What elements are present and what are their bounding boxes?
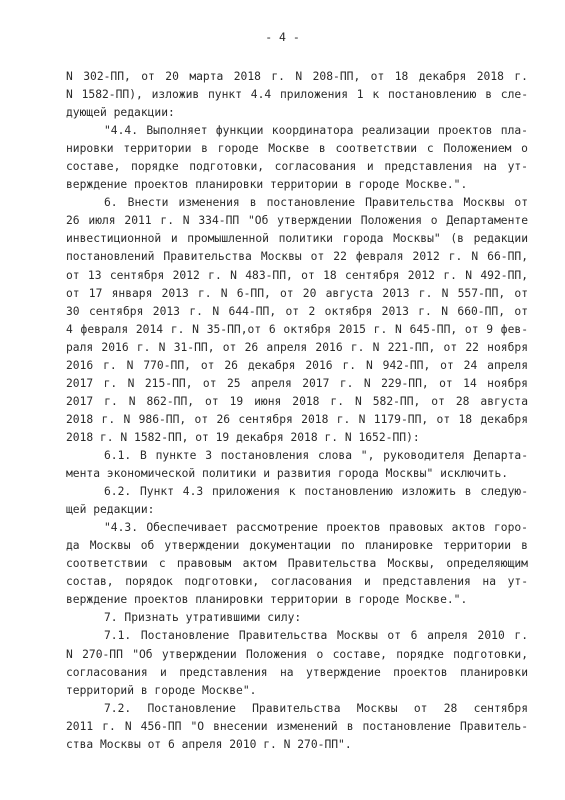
- document-body: [66, 68, 528, 754]
- text-line: территорий в городе Москве".: [66, 683, 257, 697]
- text-line: от 17 января 2013 г. N 6-ПП, от 20 августа 2013 г. N 557-ПП, от: [66, 286, 528, 300]
- text-line: верждение проектов планировки территории в городе Москве.".: [66, 593, 468, 607]
- text-line: 4 февраля 2014 г. N 35-ПП,от 6 октября 2015 г. N 645-ПП, от 9 фев-: [66, 322, 528, 336]
- text-line: дующей редакции:: [66, 106, 175, 120]
- text-line: щей редакции:: [66, 503, 155, 517]
- page-number: - 4 -: [265, 30, 300, 44]
- text-line: 2016 г. N 770-ПП, от 26 декабря 2016 г. N 942-ПП, от 24 апреля: [66, 358, 528, 372]
- text-line: инвестиционной и промышленной политики города Москвы" (в редакции: [66, 232, 528, 246]
- text-line: мента экономической политики и развития города Москвы" исключить.: [66, 467, 509, 481]
- text-line: 6. Внести изменения в постановление Правительства Москвы от: [104, 196, 528, 210]
- text-line: 2018 г. N 1582-ПП, от 19 декабря 2018 г. N 1652-ПП):: [66, 430, 420, 444]
- text-line: 2011 г. N 456-ПП "О внесении изменений в постановление Правитель-: [66, 719, 528, 733]
- text-line: 7.2. Постановление Правительства Москвы от 28 сентября: [104, 701, 528, 715]
- text-line: N 270-ПП "Об утверждении Положения о составе, порядке подготовки,: [66, 647, 528, 661]
- text-line: от 13 сентября 2012 г. N 483-ПП, от 18 сентября 2012 г. N 492-ПП,: [66, 268, 528, 282]
- text-line: "4.3. Обеспечивает рассмотрение проектов правовых актов горо-: [104, 521, 528, 535]
- text-line: "4.4. Выполняет функции координатора реализации проектов пла-: [104, 124, 528, 138]
- text-line: состав, порядок подготовки, согласования и представления на ут-: [66, 575, 528, 589]
- text-line: N 302-ПП, от 20 марта 2018 г. N 208-ПП, от 18 декабря 2018 г.: [66, 70, 528, 83]
- text-line: 7. Признать утратившими силу:: [104, 611, 302, 625]
- text-line: согласования и представления на утверждение проектов планировки: [66, 665, 528, 679]
- text-line: составе, порядке подготовки, согласования и представления на ут-: [66, 160, 528, 174]
- text-line: 2018 г. N 986-ПП, от 26 сентября 2018 г. N 1179-ПП, от 18 декабря: [66, 412, 528, 426]
- text-line: 30 сентября 2013 г. N 644-ПП, от 2 октября 2013 г. N 660-ПП, от: [66, 304, 528, 318]
- text-line: верждение проектов планировки территории в городе Москве.".: [66, 178, 468, 192]
- text-line: 2017 г. N 215-ПП, от 25 апреля 2017 г. N 229-ПП, от 14 ноября: [66, 376, 528, 390]
- text-line: соответствии с правовым актом Правительства Москвы, определяющим: [66, 557, 528, 571]
- text-line: 2017 г. N 862-ПП, от 19 июня 2018 г. N 582-ПП, от 28 августа: [66, 394, 528, 408]
- text-line: 6.1. В пункте 3 постановления слова ", руководителя Департа-: [104, 448, 528, 462]
- text-line: постановлений Правительства Москвы от 22 февраля 2012 г. N 66-ПП,: [66, 250, 528, 264]
- text-line: нировки территории в городе Москве в соответствии с Положением о: [66, 142, 528, 156]
- text-line: 7.1. Постановление Правительства Москвы от 6 апреля 2010 г.: [104, 629, 528, 643]
- text-line: да Москвы об утверждении документации по планировке территории в: [66, 539, 528, 553]
- text-line: раля 2016 г. N 31-ПП, от 26 апреля 2016 г. N 221-ПП, от 22 ноября: [66, 340, 528, 354]
- text-line: ства Москвы от 6 апреля 2010 г. N 270-ПП".: [66, 737, 352, 751]
- text-line: N 1582-ПП), изложив пункт 4.4 приложения 1 к постановлению в сле-: [66, 88, 528, 102]
- text-line: 6.2. Пункт 4.3 приложения к постановлению изложить в следую-: [104, 485, 528, 499]
- text-line: 26 июля 2011 г. N 334-ПП "Об утверждении Положения о Департаменте: [66, 214, 528, 228]
